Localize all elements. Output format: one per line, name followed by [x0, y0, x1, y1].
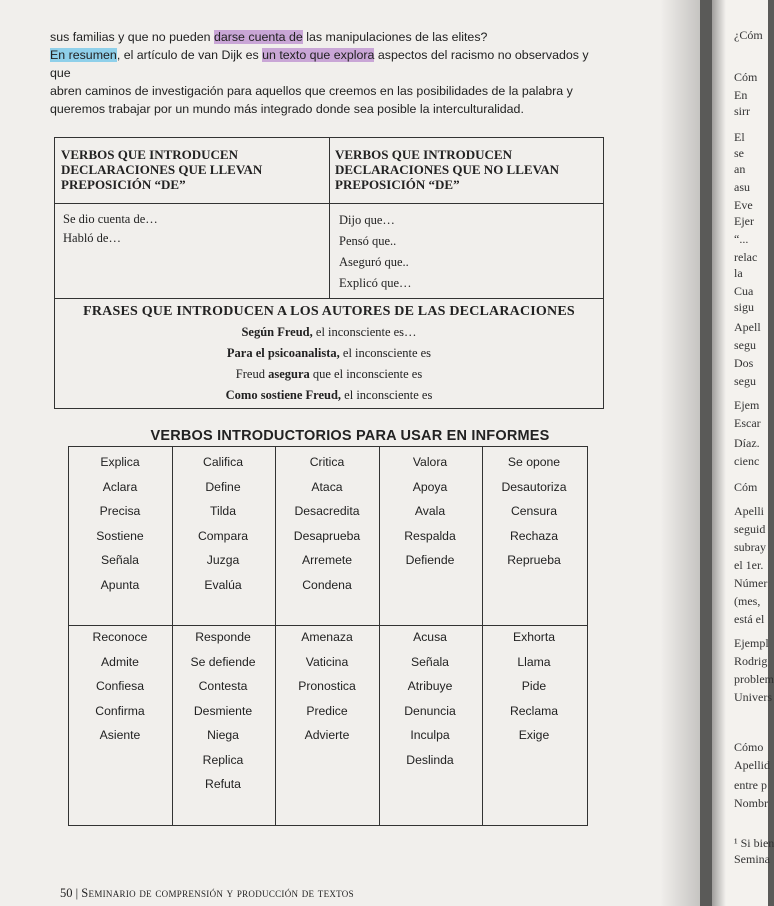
list-item: Como sostiene Freud, el inconsciente es: [225, 388, 433, 402]
book-title: Seminario de comprensión y producción de textos: [81, 886, 354, 900]
list-item: Dijo que…: [339, 213, 395, 227]
verb-bottom-c0-r2: Confiesa: [95, 679, 145, 693]
side-fragment: subray: [734, 540, 766, 554]
report-verbs-table: [68, 446, 588, 826]
declarations-table: [54, 137, 604, 409]
side-fragment: El: [734, 130, 745, 144]
verb-top-c2-r4: Arremete: [301, 553, 353, 567]
side-fragment: Ejempl: [734, 636, 769, 650]
side-fragment: asu: [734, 180, 750, 194]
side-fragment: an: [734, 162, 746, 176]
verb-top-c2-r1: Ataca: [311, 479, 343, 494]
side-fragment: “...: [734, 232, 749, 246]
verb-bottom-c2-r2: Pronostica: [298, 679, 356, 693]
verbs-with-de-list: [63, 210, 158, 248]
verb-bottom-c4-r0: Exhorta: [512, 630, 555, 644]
verb-bottom-c0-r1: Admite: [101, 654, 139, 669]
side-fragment: Escar: [734, 416, 761, 430]
verb-top-c4-r0: Se opone: [507, 455, 561, 469]
verb-bottom-c1-r2: Contesta: [198, 679, 248, 693]
side-fragment: Nombr: [734, 796, 768, 810]
verb-bottom-c4-r1: Llama: [517, 654, 551, 669]
verb-bottom-c3-r3: Denuncia: [404, 703, 456, 718]
verb-top-c3-r1: Apoya: [412, 479, 448, 494]
verb-top-c1-r4: Juzga: [206, 553, 240, 567]
side-fragment: Díaz.: [734, 436, 760, 450]
side-fragment: En: [734, 88, 748, 102]
verb-top-c3-r2: Avala: [414, 504, 446, 518]
list-item: Explicó que…: [339, 276, 412, 290]
verb-top-c0-r5: Apunta: [100, 577, 140, 592]
header-with-de: VERBOS QUE INTRODUCEN DECLARACIONES QUE LLEVAN PREPOSICIÓN “DE”: [61, 147, 263, 192]
page-footer: 50 | Seminario de comprensión y producción de textos: [60, 886, 354, 900]
side-fragment: (mes,: [734, 594, 761, 608]
highlight-darse-cuenta: darse cuenta de: [213, 30, 303, 44]
intro-line-1: sus familias y que no pueden darse cuenta de las manipulaciones de las elites?: [50, 30, 488, 44]
frases-list: [55, 322, 603, 406]
highlight-texto-explora: un texto que explora: [262, 48, 375, 62]
verb-bottom-c2-r4: Advierte: [304, 728, 350, 742]
side-fragment: el 1er.: [734, 558, 764, 572]
verb-top-c3-r4: Defiende: [405, 553, 455, 567]
table-divider: [329, 138, 330, 298]
verb-top-c0-r2: Precisa: [99, 504, 141, 518]
list-item: Aseguró que..: [339, 255, 409, 269]
page-number: 50: [60, 886, 73, 900]
verb-top-c2-r2: Desacredita: [294, 504, 360, 518]
frases-heading: FRASES QUE INTRODUCEN A LOS AUTORES DE LAS DECLARACIONES: [83, 304, 575, 319]
verb-bottom-c1-r5: Replica: [202, 752, 244, 767]
side-fragment: Cóm: [734, 480, 758, 494]
verb-bottom-c4-r3: Reclama: [509, 703, 559, 718]
verb-bottom-c2-r0: Amenaza: [301, 630, 353, 644]
verb-bottom-c1-r1: Se defiende: [190, 654, 256, 669]
side-fragment: Ejem: [734, 398, 760, 412]
side-fragment: Cómo: [734, 740, 764, 754]
header-without-de: VERBOS QUE INTRODUCEN DECLARACIONES QUE NO LLEVAN PREPOSICIÓN “DE”: [335, 147, 560, 192]
table-divider: [275, 447, 276, 825]
verb-top-c0-r4: Señala: [101, 553, 139, 567]
verb-top-c0-r1: Aclara: [102, 479, 138, 494]
side-fragment: Apellid: [734, 758, 770, 772]
list-item: Habló de…: [63, 231, 121, 245]
side-fragment: Rodrig: [734, 654, 768, 668]
verb-bottom-c0-r3: Confirma: [95, 703, 145, 718]
side-fragment: ¹ Si bien: [734, 836, 774, 850]
intro-paragraph: [50, 28, 610, 118]
side-fragment: Semina: [734, 852, 770, 866]
side-fragment: ¿Cóm: [734, 28, 763, 42]
side-fragment: Apelli: [734, 504, 764, 518]
verbs-without-de-list: [339, 210, 412, 294]
verb-top-c4-r4: Reprueba: [507, 553, 561, 567]
report-verbs-heading: VERBOS INTRODUCTORIOS PARA USAR EN INFORMES: [150, 428, 550, 444]
side-fragment: sirr: [734, 104, 750, 118]
side-fragment: Cóm: [734, 70, 758, 84]
table-divider: [482, 447, 483, 825]
verb-top-c1-r3: Compara: [197, 528, 249, 543]
list-item: Pensó que..: [339, 234, 397, 248]
verb-top-c2-r0: Critica: [309, 455, 345, 469]
side-fragment: se: [734, 146, 744, 160]
side-fragment: segu: [734, 338, 756, 352]
side-fragment: relac: [734, 250, 758, 264]
verb-bottom-c4-r4: Exige: [518, 728, 550, 742]
verb-bottom-c4-r2: Pide: [521, 679, 547, 693]
verb-top-c2-r5: Condena: [302, 577, 352, 592]
verb-top-c2-r3: Desaprueba: [293, 528, 361, 543]
side-fragment: Númer: [734, 576, 768, 590]
list-item: Para el psicoanalista, el inconsciente es: [226, 346, 432, 360]
side-fragment: Dos: [734, 356, 754, 370]
verb-top-c4-r3: Rechaza: [509, 528, 559, 543]
verb-bottom-c3-r1: Señala: [411, 654, 449, 669]
side-fragment: sigu: [734, 300, 755, 314]
verb-bottom-c1-r3: Desmiente: [193, 703, 253, 718]
side-fragment: segu: [734, 374, 756, 388]
verb-bottom-c2-r3: Predice: [306, 703, 348, 718]
verb-bottom-c3-r5: Deslinda: [406, 752, 454, 767]
verb-bottom-c3-r4: Inculpa: [410, 728, 450, 742]
verb-bottom-c1-r0: Responde: [195, 630, 251, 644]
verb-top-c4-r2: Censura: [510, 504, 558, 518]
verb-top-c1-r1: Define: [205, 479, 241, 494]
list-item: Se dio cuenta de…: [63, 212, 158, 226]
verb-bottom-c3-r0: Acusa: [413, 630, 447, 644]
side-fragment: Eve: [734, 198, 753, 212]
verb-top-c1-r0: Califica: [203, 455, 243, 469]
side-fragment: Apell: [734, 320, 761, 334]
side-fragment: seguid: [734, 522, 766, 536]
side-fragment: cienc: [734, 454, 760, 468]
intro-line-4: queremos trabajar por un mundo más integrado donde sea posible la interculturalidad.: [50, 102, 524, 116]
verb-top-c1-r5: Evalúa: [204, 577, 242, 592]
verb-top-c4-r1: Desautoriza: [501, 479, 567, 494]
table-divider: [55, 203, 603, 204]
intro-line-2: En resumen, el artículo de van Dijk es un texto que explora aspectos del racismo no observados y que: [50, 48, 589, 80]
verb-top-c3-r3: Respalda: [404, 528, 456, 543]
verb-bottom-c1-r6: Refuta: [205, 777, 241, 791]
side-fragment: está el: [734, 612, 765, 626]
adjacent-page-edge: [712, 0, 774, 906]
list-item: Freud asegura que el inconsciente es: [235, 367, 423, 381]
verb-top-c3-r0: Valora: [412, 455, 448, 469]
side-fragment: Ejer: [734, 214, 754, 228]
verb-top-c1-r2: Tilda: [210, 504, 236, 518]
highlight-en-resumen: En resumen: [50, 48, 117, 62]
verb-bottom-c1-r4: Niega: [207, 728, 239, 742]
side-fragment: problem: [734, 672, 774, 686]
verb-bottom-c3-r2: Atribuye: [407, 679, 453, 693]
verb-bottom-c2-r1: Vaticina: [305, 654, 349, 669]
side-fragment: la: [734, 266, 743, 280]
verb-bottom-c0-r0: Reconoce: [92, 630, 148, 644]
verb-bottom-c0-r4: Asiente: [99, 728, 141, 742]
side-fragment: Cua: [734, 284, 754, 298]
side-fragment: Univers: [734, 690, 772, 704]
verb-top-c0-r3: Sostiene: [96, 528, 144, 543]
table-divider: [55, 298, 603, 299]
side-fragment: entre p: [734, 778, 767, 792]
intro-line-3: abren caminos de investigación para aquellos que creemos en las posibilidades de la palabra y: [50, 84, 573, 98]
verb-top-c0-r0: Explica: [100, 455, 140, 469]
list-item: Según Freud, el inconsciente es…: [241, 325, 417, 339]
